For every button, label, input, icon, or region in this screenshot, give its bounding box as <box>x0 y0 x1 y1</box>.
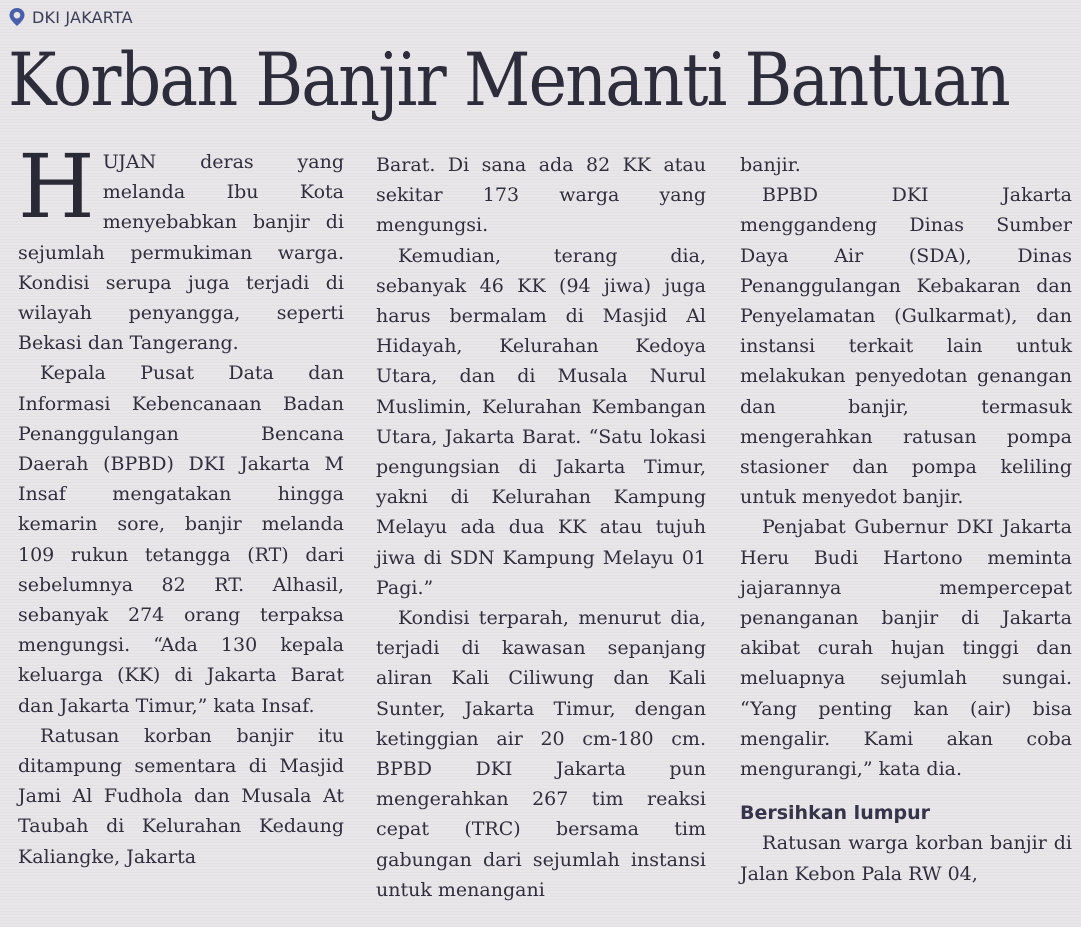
article-column-3 <box>740 150 1072 889</box>
article-column-2 <box>376 150 706 905</box>
section-label <box>8 5 133 29</box>
article-paragraph: BPBD DKI Jakarta menggandeng Dinas Sumber Daya Air (SDA), Dinas Penanggulangan Kebakaran dan Penyelamatan (Gulkarmat), dan instansi terkait lain untuk melakukan penyedotan genangan dan banjir, termasuk mengerahkan ratusan pompa stasioner dan pompa keliling untuk menyedot banjir. <box>740 184 1072 509</box>
article-paragraph: Ratusan korban banjir itu ditampung sementara di Masjid Jami Al Fudhola dan Musala At Taubah di Kelurahan Kedaung Kaliangke, Jakarta <box>18 724 344 868</box>
article-subheading: Bersihkan lumpur <box>740 802 931 825</box>
article-headline: Korban Banjir Menanti Bantuan <box>8 38 1009 123</box>
article-paragraph: Barat. Di sana ada 82 KK atau sekitar 173 warga yang mengungsi. <box>376 154 706 237</box>
paragraph-text: UJAN deras yang melanda Ibu Kota menyebabkan banjir di sejumlah permukiman warga. Kondisi serupa juga terjadi di wilayah penyangga, seperti Bekasi dan Tangerang. <box>18 151 344 355</box>
article-paragraph: Kemudian, terang dia, sebanyak 46 KK (94 jiwa) juga harus bermalam di Masjid Al Hidayah, Kelurahan Kedoya Utara, dan di Musala Nurul Muslimin, Kelurahan Kembangan Utara, Jakarta Barat. “Satu lokasi pengungsian di Jakarta Timur, yakni di Kelurahan Kampung Melayu ada dua KK atau tujuh jiwa di SDN Kampung Melayu 01 Pagi.” <box>376 244 706 599</box>
article-paragraph: Kepala Pusat Data dan Informasi Kebencanaan Badan Penanggulangan Bencana Daerah (BPBD) DKI Jakarta M Insaf mengatakan hingga kemarin sore, banjir melanda 109 rukun tetangga (RT) dari sebelumnya 82 RT. Alhasil, sebanyak 274 orang terpaksa mengungsi. “Ada 130 kepala keluarga (KK) di Jakarta Barat dan Jakarta Timur,” kata Insaf. <box>18 362 344 717</box>
article-paragraph: Kondisi terparah, menurut dia, terjadi di kawasan sepanjang aliran Kali Ciliwung dan Kali Sunter, Jakarta Timur, dengan ketinggian air 20 cm-180 cm. BPBD DKI Jakarta pun mengerahkan 267 tim reaksi cepat (TRC) bersama tim gabungan dari sejumlah instansi untuk menangani <box>376 607 706 901</box>
drop-cap: H <box>18 135 95 238</box>
article-paragraph: banjir. <box>740 154 801 176</box>
article-paragraph: Ratusan warga korban banjir di Jalan Kebon Pala RW 04, <box>740 832 1072 885</box>
article-paragraph: Penjabat Gubernur DKI Jakarta Heru Budi Hartono meminta jajarannya mempercepat penanganan banjir di Jakarta akibat curah hujan tinggi dan meluapnya sejumlah sungai. “Yang penting kan (air) bisa mengalir. Kami akan coba mengurangi,” kata dia. <box>740 516 1072 781</box>
section-name: DKI JAKARTA <box>32 7 133 27</box>
location-pin-icon <box>8 7 26 27</box>
article-paragraph <box>18 135 344 358</box>
article-column-1 <box>18 135 344 872</box>
